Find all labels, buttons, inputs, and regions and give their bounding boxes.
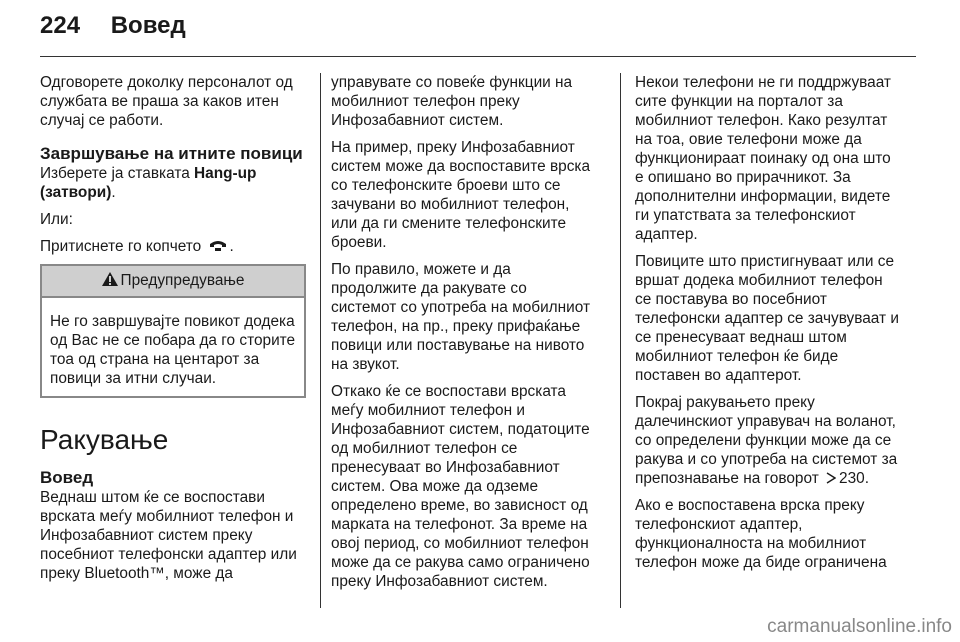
page-header — [40, 12, 186, 40]
paragraph: Ако е воспоставена врска преку телефонскиот адаптер, функционалноста на мобилниот телефон може да биде ограничена — [635, 497, 887, 571]
column-left — [40, 73, 305, 591]
warning-title: Предупредување — [120, 272, 245, 289]
paragraph: Некои телефони не ги поддржуваат сите функции на порталот за мобилниот телефон. Како резултат на тоа, овие телефони може да функционираат поинаку од она што е опишано во прирачникот. За дополнителни информации, видете ги упатствата за телефонскиот адаптер. — [635, 74, 891, 243]
paragraph: Покрај ракувањето преку далечинскиот управувач на воланот, со определени функции може да се ракува и со употреба на системот за препознавање на говорот 230. — [635, 394, 898, 487]
watermark: carmanualsonline.info — [767, 616, 952, 637]
menu-item-ref: Hang-up (затвори) — [40, 165, 257, 201]
paragraph: Изберете ја ставката Hang-up (затвори). — [40, 165, 257, 201]
page-ref-arrow-icon — [826, 472, 836, 484]
paragraph: Повиците што пристигнуваат или се вршат додека мобилниот телефон се поставува во посебниот телефонски адаптер се зачувуваат и се пренесуваат веднаш штом мобилниот телефон ќе биде поставен во адаптерот. — [635, 253, 899, 384]
warning-triangle-icon — [102, 272, 118, 286]
column-divider — [320, 73, 321, 608]
paragraph: Откако ќе се воспостави врската меѓу мобилниот телефон и Инфозабавниот систем, податоците од мобилниот телефон се пренесуваат во Инфозабавниот систем. Ова може да одземе определено време, во зависност од марката на телефонот. За време на овој период, со мобилниот телефон може да се ракува само ограничено преку Инфозабавниот систем. — [331, 383, 590, 590]
warning-text: Не го завршувајте повикот додека од Вас не се побара да го сторите тоа од страна на центарот за повици за итни случаи. — [50, 313, 296, 387]
heading-end-call: Завршување на итните повици — [40, 144, 303, 163]
hang-up-phone-icon — [209, 238, 227, 252]
header-rule — [40, 56, 916, 57]
column-middle — [331, 73, 596, 599]
section-title: Вовед — [110, 12, 186, 39]
paragraph: Одговорете доколку персоналот од службата ве праша за каков итен случај се работи. — [40, 74, 293, 129]
paragraph: Или: — [40, 211, 73, 228]
paragraph: По правило, можете и да продолжите да ракувате со системот со употреба на мобилниот телефон, на пр., преку прифаќање повици или поставување на нивото на звукот. — [331, 261, 591, 373]
warning-header — [42, 266, 304, 298]
page-reference-link[interactable]: 230 — [839, 470, 865, 487]
paragraph: На пример, преку Инфозабавниот систем може да воспоставите врска со телефонските броеви што се зачувани во мобилниот телефон, или да ги смените телефонските броеви. — [331, 139, 591, 251]
paragraph: Притиснете го копчето . — [40, 238, 234, 255]
page-number: 224 — [40, 12, 81, 39]
paragraph: Веднаш штом ќе се воспостави врската меѓу мобилниот телефон и Инфозабавниот систем преку посебниот телефонски адаптер или преку Bluetooth™, може да — [40, 489, 297, 582]
column-divider — [620, 73, 621, 608]
warning-box — [40, 264, 306, 398]
paragraph: управувате со повеќе функции на мобилниот телефон преку Инфозабавниот систем. — [331, 74, 573, 129]
heading-handling: Ракување — [40, 424, 169, 455]
heading-intro: Вовед — [40, 468, 94, 487]
column-right — [635, 73, 900, 580]
